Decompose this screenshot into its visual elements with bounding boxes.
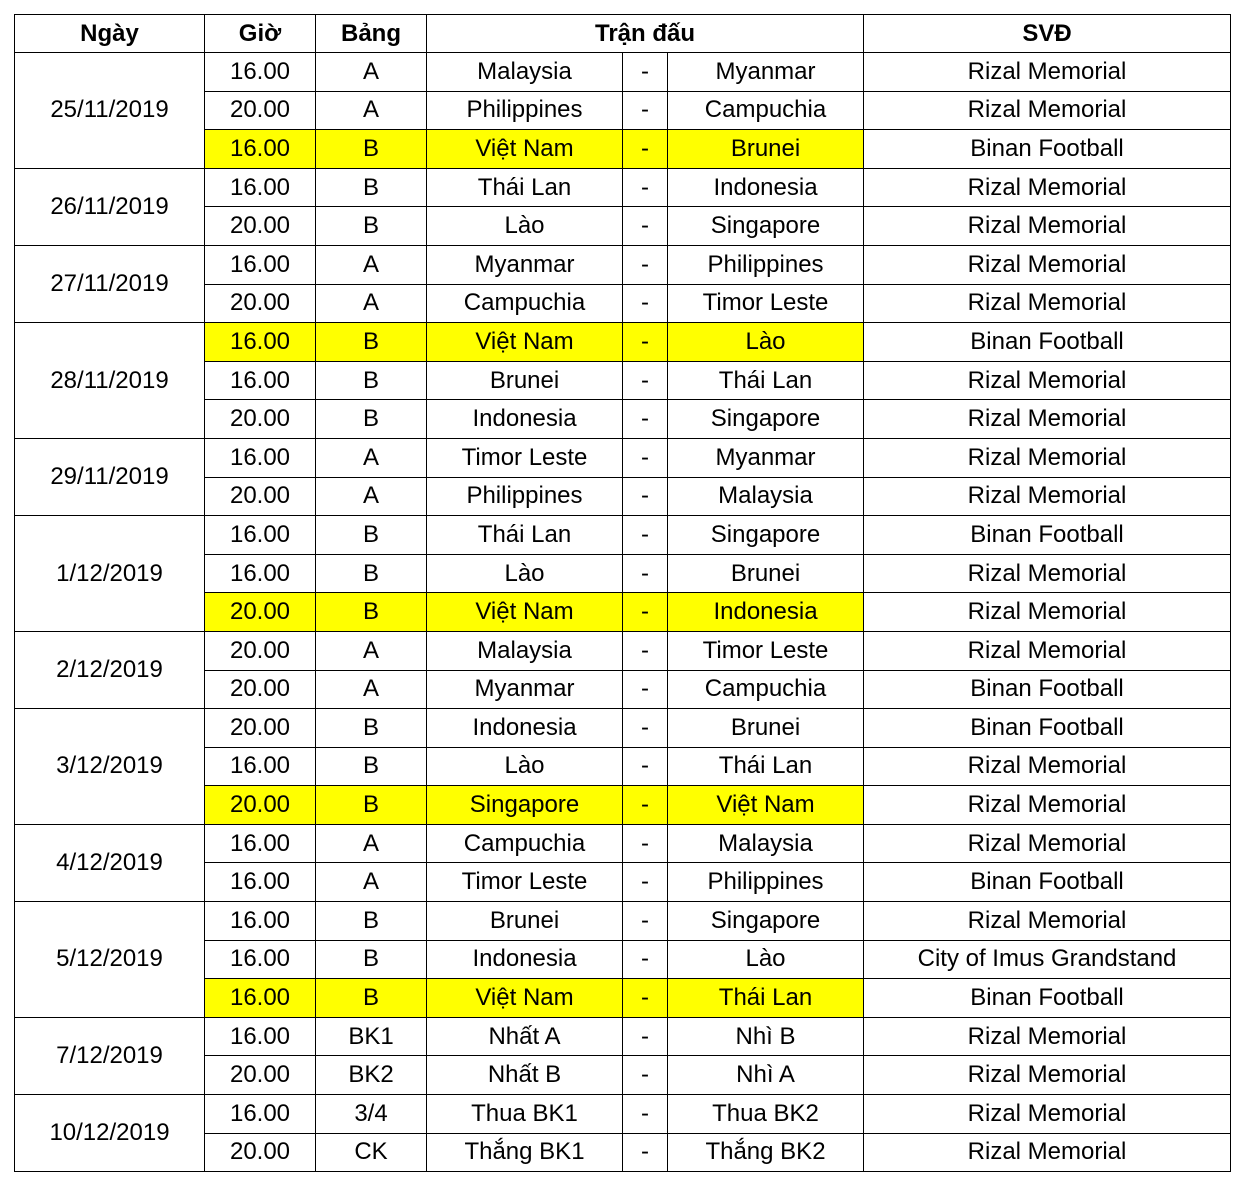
versus-separator-cell: - <box>623 245 668 284</box>
stadium-cell: Rizal Memorial <box>864 1017 1231 1056</box>
home-team-cell: Lào <box>427 207 623 246</box>
away-team-cell: Timor Leste <box>668 631 864 670</box>
home-team-cell: Việt Nam <box>427 979 623 1018</box>
time-cell: 16.00 <box>205 245 316 284</box>
versus-separator-cell: - <box>623 1133 668 1172</box>
date-cell: 3/12/2019 <box>15 709 205 825</box>
versus-separator-cell: - <box>623 593 668 632</box>
time-cell: 16.00 <box>205 863 316 902</box>
table-row <box>15 902 1231 941</box>
away-team-cell: Thái Lan <box>668 747 864 786</box>
versus-separator-cell: - <box>623 554 668 593</box>
table-row <box>15 53 1231 92</box>
home-team-cell: Nhất A <box>427 1017 623 1056</box>
time-cell: 16.00 <box>205 323 316 362</box>
versus-separator-cell: - <box>623 284 668 323</box>
away-team-cell: Campuchia <box>668 670 864 709</box>
versus-separator-cell: - <box>623 516 668 555</box>
versus-separator-cell: - <box>623 361 668 400</box>
group-cell: CK <box>316 1133 427 1172</box>
time-cell: 20.00 <box>205 670 316 709</box>
away-team-cell: Malaysia <box>668 824 864 863</box>
group-cell: A <box>316 245 427 284</box>
home-team-cell: Thái Lan <box>427 168 623 207</box>
stadium-cell: Rizal Memorial <box>864 1056 1231 1095</box>
versus-separator-cell: - <box>623 940 668 979</box>
home-team-cell: Brunei <box>427 361 623 400</box>
away-team-cell: Myanmar <box>668 53 864 92</box>
date-cell: 7/12/2019 <box>15 1017 205 1094</box>
time-cell: 20.00 <box>205 593 316 632</box>
stadium-cell: Rizal Memorial <box>864 631 1231 670</box>
away-team-cell: Singapore <box>668 400 864 439</box>
away-team-cell: Timor Leste <box>668 284 864 323</box>
versus-separator-cell: - <box>623 1056 668 1095</box>
table-row <box>15 631 1231 670</box>
header-stadium: SVĐ <box>864 15 1231 53</box>
versus-separator-cell: - <box>623 323 668 362</box>
home-team-cell: Thua BK1 <box>427 1095 623 1134</box>
stadium-cell: Binan Football <box>864 323 1231 362</box>
group-cell: A <box>316 284 427 323</box>
away-team-cell: Indonesia <box>668 593 864 632</box>
time-cell: 20.00 <box>205 477 316 516</box>
group-cell: B <box>316 400 427 439</box>
group-cell: B <box>316 709 427 748</box>
versus-separator-cell: - <box>623 477 668 516</box>
table-row <box>15 438 1231 477</box>
stadium-cell: Rizal Memorial <box>864 747 1231 786</box>
group-cell: B <box>316 786 427 825</box>
away-team-cell: Thái Lan <box>668 361 864 400</box>
stadium-cell: Binan Football <box>864 863 1231 902</box>
table-row <box>15 168 1231 207</box>
away-team-cell: Singapore <box>668 207 864 246</box>
time-cell: 16.00 <box>205 747 316 786</box>
stadium-cell: Binan Football <box>864 130 1231 169</box>
time-cell: 16.00 <box>205 979 316 1018</box>
stadium-cell: Rizal Memorial <box>864 400 1231 439</box>
group-cell: B <box>316 747 427 786</box>
time-cell: 16.00 <box>205 1017 316 1056</box>
away-team-cell: Indonesia <box>668 168 864 207</box>
time-cell: 20.00 <box>205 91 316 130</box>
home-team-cell: Việt Nam <box>427 323 623 362</box>
away-team-cell: Thái Lan <box>668 979 864 1018</box>
stadium-cell: Rizal Memorial <box>864 593 1231 632</box>
time-cell: 20.00 <box>205 400 316 439</box>
home-team-cell: Việt Nam <box>427 130 623 169</box>
group-cell: 3/4 <box>316 1095 427 1134</box>
date-cell: 10/12/2019 <box>15 1095 205 1172</box>
versus-separator-cell: - <box>623 400 668 439</box>
group-cell: A <box>316 863 427 902</box>
home-team-cell: Nhất B <box>427 1056 623 1095</box>
date-cell: 1/12/2019 <box>15 516 205 632</box>
stadium-cell: Rizal Memorial <box>864 902 1231 941</box>
date-cell: 2/12/2019 <box>15 631 205 708</box>
table-row <box>15 824 1231 863</box>
time-cell: 20.00 <box>205 631 316 670</box>
stadium-cell: Rizal Memorial <box>864 438 1231 477</box>
versus-separator-cell: - <box>623 747 668 786</box>
versus-separator-cell: - <box>623 130 668 169</box>
away-team-cell: Thắng BK2 <box>668 1133 864 1172</box>
group-cell: BK2 <box>316 1056 427 1095</box>
group-cell: B <box>316 554 427 593</box>
away-team-cell: Singapore <box>668 516 864 555</box>
group-cell: A <box>316 91 427 130</box>
versus-separator-cell: - <box>623 53 668 92</box>
group-cell: A <box>316 631 427 670</box>
header-date: Ngày <box>15 15 205 53</box>
home-team-cell: Indonesia <box>427 940 623 979</box>
time-cell: 16.00 <box>205 53 316 92</box>
time-cell: 16.00 <box>205 1095 316 1134</box>
date-cell: 27/11/2019 <box>15 245 205 322</box>
group-cell: A <box>316 670 427 709</box>
stadium-cell: Binan Football <box>864 979 1231 1018</box>
time-cell: 20.00 <box>205 786 316 825</box>
stadium-cell: Rizal Memorial <box>864 207 1231 246</box>
time-cell: 16.00 <box>205 168 316 207</box>
stadium-cell: Rizal Memorial <box>864 91 1231 130</box>
table-row <box>15 1095 1231 1134</box>
stadium-cell: Rizal Memorial <box>864 1133 1231 1172</box>
away-team-cell: Brunei <box>668 130 864 169</box>
versus-separator-cell: - <box>623 207 668 246</box>
home-team-cell: Philippines <box>427 91 623 130</box>
time-cell: 16.00 <box>205 940 316 979</box>
home-team-cell: Việt Nam <box>427 593 623 632</box>
versus-separator-cell: - <box>623 1017 668 1056</box>
home-team-cell: Timor Leste <box>427 863 623 902</box>
away-team-cell: Nhì B <box>668 1017 864 1056</box>
date-cell: 25/11/2019 <box>15 53 205 169</box>
stadium-cell: Rizal Memorial <box>864 786 1231 825</box>
versus-separator-cell: - <box>623 979 668 1018</box>
date-cell: 29/11/2019 <box>15 438 205 515</box>
group-cell: BK1 <box>316 1017 427 1056</box>
stadium-cell: Rizal Memorial <box>864 245 1231 284</box>
group-cell: B <box>316 207 427 246</box>
table-row <box>15 709 1231 748</box>
away-team-cell: Việt Nam <box>668 786 864 825</box>
date-cell: 28/11/2019 <box>15 323 205 439</box>
away-team-cell: Philippines <box>668 863 864 902</box>
time-cell: 20.00 <box>205 1133 316 1172</box>
date-cell: 5/12/2019 <box>15 902 205 1018</box>
stadium-cell: Binan Football <box>864 516 1231 555</box>
time-cell: 20.00 <box>205 1056 316 1095</box>
versus-separator-cell: - <box>623 438 668 477</box>
table-row <box>15 1017 1231 1056</box>
away-team-cell: Malaysia <box>668 477 864 516</box>
group-cell: B <box>316 168 427 207</box>
home-team-cell: Thắng BK1 <box>427 1133 623 1172</box>
stadium-cell: Rizal Memorial <box>864 361 1231 400</box>
home-team-cell: Thái Lan <box>427 516 623 555</box>
stadium-cell: Binan Football <box>864 670 1231 709</box>
home-team-cell: Brunei <box>427 902 623 941</box>
table-row <box>15 245 1231 284</box>
date-cell: 26/11/2019 <box>15 168 205 245</box>
stadium-cell: Rizal Memorial <box>864 824 1231 863</box>
home-team-cell: Campuchia <box>427 824 623 863</box>
time-cell: 16.00 <box>205 516 316 555</box>
versus-separator-cell: - <box>623 168 668 207</box>
time-cell: 16.00 <box>205 361 316 400</box>
time-cell: 20.00 <box>205 284 316 323</box>
away-team-cell: Singapore <box>668 902 864 941</box>
group-cell: B <box>316 516 427 555</box>
header-group: Bảng <box>316 15 427 53</box>
group-cell: A <box>316 824 427 863</box>
group-cell: B <box>316 323 427 362</box>
stadium-cell: Rizal Memorial <box>864 284 1231 323</box>
group-cell: B <box>316 940 427 979</box>
home-team-cell: Malaysia <box>427 53 623 92</box>
away-team-cell: Myanmar <box>668 438 864 477</box>
stadium-cell: Rizal Memorial <box>864 1095 1231 1134</box>
table-row <box>15 323 1231 362</box>
away-team-cell: Philippines <box>668 245 864 284</box>
away-team-cell: Thua BK2 <box>668 1095 864 1134</box>
versus-separator-cell: - <box>623 631 668 670</box>
versus-separator-cell: - <box>623 91 668 130</box>
home-team-cell: Lào <box>427 747 623 786</box>
group-cell: B <box>316 361 427 400</box>
versus-separator-cell: - <box>623 902 668 941</box>
stadium-cell: Rizal Memorial <box>864 554 1231 593</box>
home-team-cell: Singapore <box>427 786 623 825</box>
group-cell: B <box>316 902 427 941</box>
home-team-cell: Myanmar <box>427 670 623 709</box>
group-cell: A <box>316 53 427 92</box>
group-cell: A <box>316 477 427 516</box>
table-header <box>15 15 1231 53</box>
home-team-cell: Myanmar <box>427 245 623 284</box>
away-team-cell: Campuchia <box>668 91 864 130</box>
time-cell: 16.00 <box>205 824 316 863</box>
time-cell: 16.00 <box>205 438 316 477</box>
versus-separator-cell: - <box>623 824 668 863</box>
group-cell: B <box>316 130 427 169</box>
stadium-cell: Rizal Memorial <box>864 168 1231 207</box>
home-team-cell: Campuchia <box>427 284 623 323</box>
home-team-cell: Philippines <box>427 477 623 516</box>
header-row <box>15 15 1231 53</box>
stadium-cell: Rizal Memorial <box>864 477 1231 516</box>
time-cell: 16.00 <box>205 554 316 593</box>
home-team-cell: Timor Leste <box>427 438 623 477</box>
time-cell: 20.00 <box>205 709 316 748</box>
home-team-cell: Indonesia <box>427 709 623 748</box>
header-match: Trận đấu <box>427 15 864 53</box>
versus-separator-cell: - <box>623 786 668 825</box>
header-time: Giờ <box>205 15 316 53</box>
group-cell: B <box>316 593 427 632</box>
home-team-cell: Malaysia <box>427 631 623 670</box>
home-team-cell: Lào <box>427 554 623 593</box>
group-cell: A <box>316 438 427 477</box>
away-team-cell: Nhì A <box>668 1056 864 1095</box>
time-cell: 16.00 <box>205 130 316 169</box>
table-body <box>15 53 1231 1172</box>
group-cell: B <box>316 979 427 1018</box>
stadium-cell: Rizal Memorial <box>864 53 1231 92</box>
time-cell: 20.00 <box>205 207 316 246</box>
date-cell: 4/12/2019 <box>15 824 205 901</box>
away-team-cell: Brunei <box>668 554 864 593</box>
versus-separator-cell: - <box>623 709 668 748</box>
match-schedule-table <box>14 14 1231 1172</box>
versus-separator-cell: - <box>623 863 668 902</box>
stadium-cell: City of Imus Grandstand <box>864 940 1231 979</box>
versus-separator-cell: - <box>623 670 668 709</box>
versus-separator-cell: - <box>623 1095 668 1134</box>
away-team-cell: Lào <box>668 940 864 979</box>
home-team-cell: Indonesia <box>427 400 623 439</box>
away-team-cell: Lào <box>668 323 864 362</box>
time-cell: 16.00 <box>205 902 316 941</box>
table-row <box>15 516 1231 555</box>
stadium-cell: Binan Football <box>864 709 1231 748</box>
away-team-cell: Brunei <box>668 709 864 748</box>
